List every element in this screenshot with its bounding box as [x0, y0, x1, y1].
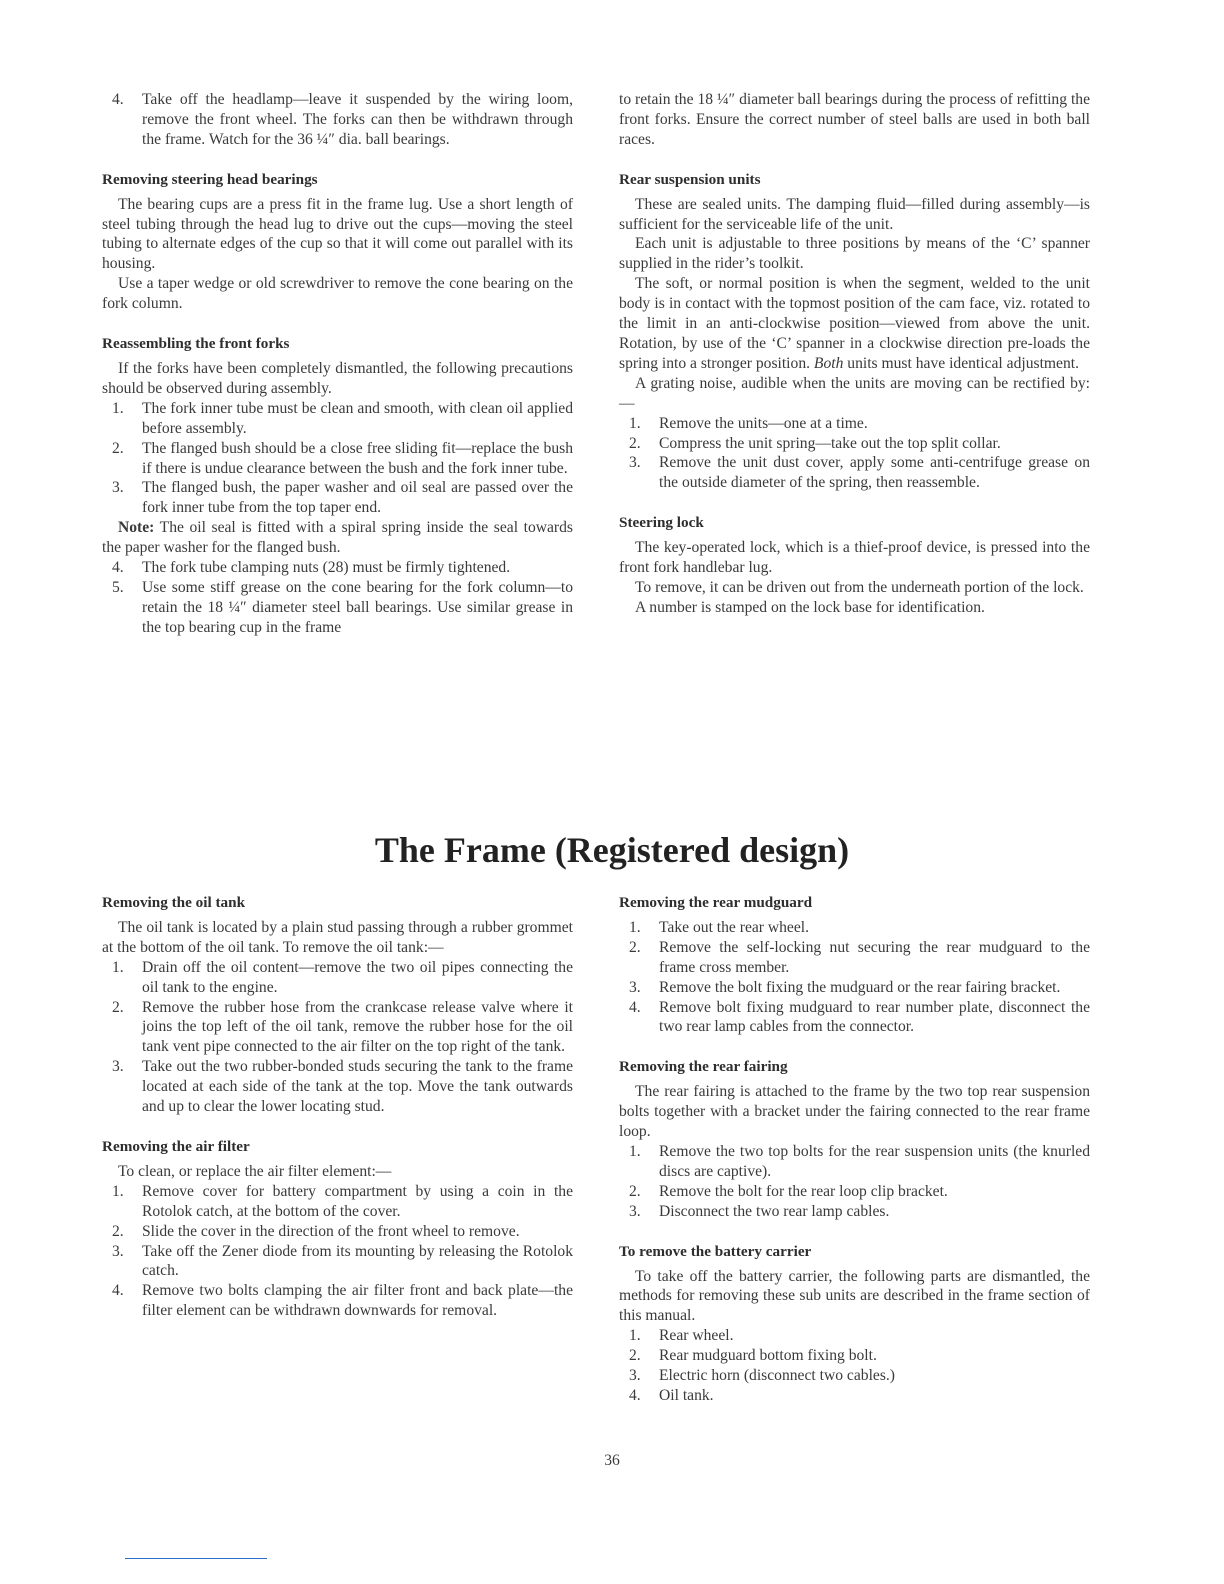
- list-number: 2.: [112, 1222, 124, 1240]
- section-heading-rear-suspension-units: Rear suspension units: [619, 170, 761, 188]
- paragraph: The oil tank is located by a plain stud passing through a rubber grommet at the bottom of the oil tank. To remove the oil tank:—: [102, 918, 573, 956]
- list-number: 1.: [629, 1142, 641, 1160]
- section-heading-oil-tank: Removing the oil tank: [102, 894, 246, 911]
- section-heading-air-filter: Removing the air filter: [102, 1137, 250, 1155]
- paragraph: The rear fairing is attached to the frame by the two top rear suspension bolts together with a bracket under the fairing connected to the rear frame loop.: [619, 1083, 1090, 1141]
- battery-carrier-list: [619, 1326, 1090, 1406]
- list-number: 4.: [112, 1282, 124, 1300]
- paragraph: The bearing cups are a press fit in the frame lug. Use a short length of steel tubing through the head lug to drive out the cups—moving the steel tubing to alternate edges of the cup so that it will come out parallel with its housing.: [102, 195, 573, 273]
- paragraph: To take off the battery carrier, the following parts are dismantled, the methods for removing these sub units are described in the frame section of this manual.: [619, 1267, 1090, 1325]
- list-text: Compress the unit spring—take out the top split collar.: [659, 434, 1001, 452]
- list-text: The flanged bush, the paper washer and oil seal are passed over the fork inner tube from the top taper end.: [142, 479, 573, 517]
- grating-noise-list: [619, 414, 1090, 494]
- paragraph: The key-operated lock, which is a thief-proof device, is pressed into the front fork handlebar lug.: [619, 539, 1090, 577]
- list-number: 2.: [112, 439, 124, 457]
- list-text: Use some stiff grease on the cone bearing for the fork column—to retain the 18 ¼″ diameter steel ball bearings. Use similar grease in the top bearing cup in the frame: [142, 578, 573, 636]
- column-bottom-right: [619, 893, 1090, 1406]
- list-text: Take off the headlamp—leave it suspended by the wiring loom, remove the front wheel. The forks can then be withdrawn through the frame. Watch for the 36 ¼″ dia. ball bearings.: [142, 91, 573, 148]
- section-heading-reassembling-front-forks: Reassembling the front forks: [102, 335, 290, 353]
- list-item: [102, 1057, 573, 1117]
- list-text: Drain off the oil content—remove the two oil pipes connecting the oil tank to the engine.: [142, 958, 573, 996]
- list-item: [619, 1366, 1090, 1386]
- list-text: Remove two bolts clamping the air filter front and back plate—the filter element can be withdrawn downwards for removal.: [142, 1282, 573, 1320]
- list-text: Remove the two top bolts for the rear suspension units (the knurled discs are captive).: [659, 1142, 1090, 1180]
- list-item: [102, 399, 573, 439]
- page-number: 36: [604, 1452, 620, 1469]
- list-text: Slide the cover in the direction of the front wheel to remove.: [142, 1222, 520, 1240]
- section-heading-steering-lock: Steering lock: [619, 514, 704, 532]
- rear-mudguard-list: [619, 918, 1090, 1037]
- list-number: 3.: [629, 454, 641, 472]
- list-item: [102, 1222, 573, 1242]
- list-item: [102, 1281, 573, 1321]
- paragraph-continued: to retain the 18 ¼″ diameter ball bearings during the process of refitting the front forks. Ensure the correct number of steel balls are used in both ball races.: [619, 91, 1090, 148]
- list-item: [619, 998, 1090, 1038]
- paragraph: Use a taper wedge or old screwdriver to remove the cone bearing on the fork column.: [102, 275, 573, 313]
- list-item: [619, 453, 1090, 493]
- list-number: 4.: [112, 91, 124, 108]
- list-item: [619, 1142, 1090, 1182]
- list-item: [102, 578, 573, 638]
- list-item: [102, 958, 573, 998]
- paragraph-text: units must have identical adjustment.: [847, 354, 1079, 372]
- air-filter-list: [102, 1182, 573, 1321]
- reassembly-list-continued: [102, 558, 573, 638]
- list-number: 1.: [112, 958, 124, 976]
- list-text: Take off the Zener diode from its mounting by releasing the Rotolok catch.: [142, 1242, 573, 1280]
- list-text: Electric horn (disconnect two cables.): [659, 1367, 895, 1385]
- list-text: Remove the unit dust cover, apply some anti-centrifuge grease on the outside diameter of the spring, then reassemble.: [659, 454, 1090, 492]
- list-text: Remove the self-locking nut securing the rear mudguard to the frame cross member.: [659, 938, 1090, 976]
- list-text: Take out the rear wheel.: [659, 918, 810, 936]
- fork-removal-list-continued: [102, 90, 573, 150]
- list-text: Remove the units—one at a time.: [659, 414, 868, 432]
- list-number: 5.: [112, 578, 124, 596]
- list-item: [102, 558, 573, 578]
- list-item: [619, 1326, 1090, 1346]
- list-text: Oil tank.: [659, 1386, 714, 1404]
- paragraph: To remove, it can be driven out from the underneath portion of the lock.: [635, 578, 1084, 596]
- list-text: The flanged bush should be a close free sliding fit—replace the bush if there is undue clearance between the bush and the fork inner tube.: [142, 439, 573, 477]
- list-item: [619, 1182, 1090, 1202]
- note-label: Note:: [118, 519, 155, 537]
- paragraph: If the forks have been completely dismantled, the following precautions should be observed during assembly.: [102, 359, 573, 397]
- list-number: 4.: [629, 998, 641, 1016]
- footer-rule: [125, 1558, 267, 1559]
- reassembly-list: [102, 399, 573, 518]
- section-heading-battery-carrier: To remove the battery carrier: [619, 1242, 812, 1260]
- list-item: [102, 478, 573, 518]
- list-number: 3.: [629, 1202, 641, 1220]
- list-item: [619, 434, 1090, 454]
- list-text: Rear wheel.: [659, 1327, 734, 1345]
- note-paragraph: [102, 518, 573, 558]
- list-item: [619, 978, 1090, 998]
- rear-fairing-list: [619, 1142, 1090, 1222]
- note-text: The oil seal is fitted with a spiral spring inside the seal towards the paper washer for the flanged bush.: [102, 519, 573, 557]
- list-number: 3.: [112, 1242, 124, 1260]
- list-number: 4.: [629, 1386, 641, 1404]
- list-number: 1.: [629, 918, 641, 936]
- list-item: [619, 414, 1090, 434]
- list-item: [619, 918, 1090, 938]
- section-heading-rear-fairing: Removing the rear fairing: [619, 1058, 788, 1076]
- list-item: [102, 439, 573, 479]
- list-number: 3.: [629, 1367, 641, 1385]
- list-text: Remove bolt fixing mudguard to rear number plate, disconnect the two rear lamp cables from the connector.: [659, 998, 1090, 1036]
- list-number: 2.: [629, 1182, 641, 1200]
- list-number: 3.: [112, 479, 124, 497]
- paragraph: To clean, or replace the air filter element:—: [118, 1162, 392, 1180]
- list-number: 1.: [629, 414, 641, 432]
- list-item: [102, 998, 573, 1058]
- emphasis-text: Both: [813, 354, 844, 372]
- list-item: [102, 1182, 573, 1222]
- list-number: 2.: [629, 938, 641, 956]
- list-item: [619, 1202, 1090, 1222]
- list-text: Disconnect the two rear lamp cables.: [659, 1202, 890, 1220]
- paragraph: A grating noise, audible when the units are moving can be rectified by:—: [619, 374, 1090, 412]
- column-bottom-left: [102, 893, 573, 1321]
- list-number: 2.: [629, 434, 641, 452]
- list-text: The fork inner tube must be clean and smooth, with clean oil applied before assembly.: [142, 399, 573, 437]
- list-text: The fork tube clamping nuts (28) must be firmly tightened.: [142, 559, 511, 577]
- list-item: [619, 1346, 1090, 1366]
- paragraph: These are sealed units. The damping fluid—filled during assembly—is sufficient for the serviceable life of the unit.: [619, 195, 1090, 233]
- list-text: Remove the bolt fixing the mudguard or the rear fairing bracket.: [659, 978, 1061, 996]
- list-text: Rear mudguard bottom fixing bolt.: [659, 1347, 877, 1365]
- list-text: Remove the rubber hose from the crankcase release valve where it joins the top left of the oil tank, remove the rubber hose for the oil tank vent pipe connected to the air filter on the top right of the tank.: [142, 998, 573, 1056]
- paragraph: [619, 274, 1090, 374]
- column-top-left: [102, 90, 573, 638]
- paragraph: Each unit is adjustable to three positions by means of the ‘C’ spanner supplied in the rider’s toolkit.: [619, 235, 1090, 273]
- list-item: [102, 90, 573, 150]
- list-item: [102, 1242, 573, 1282]
- list-number: 1.: [112, 399, 124, 417]
- section-heading-steering-head-bearings: Removing steering head bearings: [102, 170, 318, 188]
- list-text: Remove cover for battery compartment by using a coin in the Rotolok catch, at the bottom of the cover.: [142, 1182, 573, 1220]
- oil-tank-list: [102, 958, 573, 1117]
- list-text: Remove the bolt for the rear loop clip bracket.: [659, 1182, 948, 1200]
- list-number: 1.: [629, 1327, 641, 1345]
- section-heading-rear-mudguard: Removing the rear mudguard: [619, 894, 813, 911]
- page-title: The Frame (Registered design): [374, 830, 850, 870]
- list-number: 3.: [629, 978, 641, 996]
- list-number: 2.: [629, 1347, 641, 1365]
- list-number: 1.: [112, 1182, 124, 1200]
- list-number: 4.: [112, 559, 124, 577]
- list-number: 2.: [112, 998, 124, 1016]
- list-text: Take out the two rubber-bonded studs securing the tank to the frame located at each side of the tank at the top. Move the tank outwards and up to clear the lower locating stud.: [142, 1058, 573, 1116]
- paragraph-text: The soft, or normal position is when the segment, welded to the unit body is in contact with the topmost position of the cam face, viz. rotated to the limit in an anti-clockwise position—viewed from above the unit. Rotation, by use of the ‘C’ spanner in a clockwise direction pre-loads the spring into a stronger position.: [619, 275, 1090, 372]
- list-item: [619, 1386, 1090, 1406]
- column-top-right: [619, 90, 1090, 618]
- list-number: 3.: [112, 1058, 124, 1076]
- list-item: [619, 938, 1090, 978]
- paragraph: A number is stamped on the lock base for identification.: [635, 598, 985, 616]
